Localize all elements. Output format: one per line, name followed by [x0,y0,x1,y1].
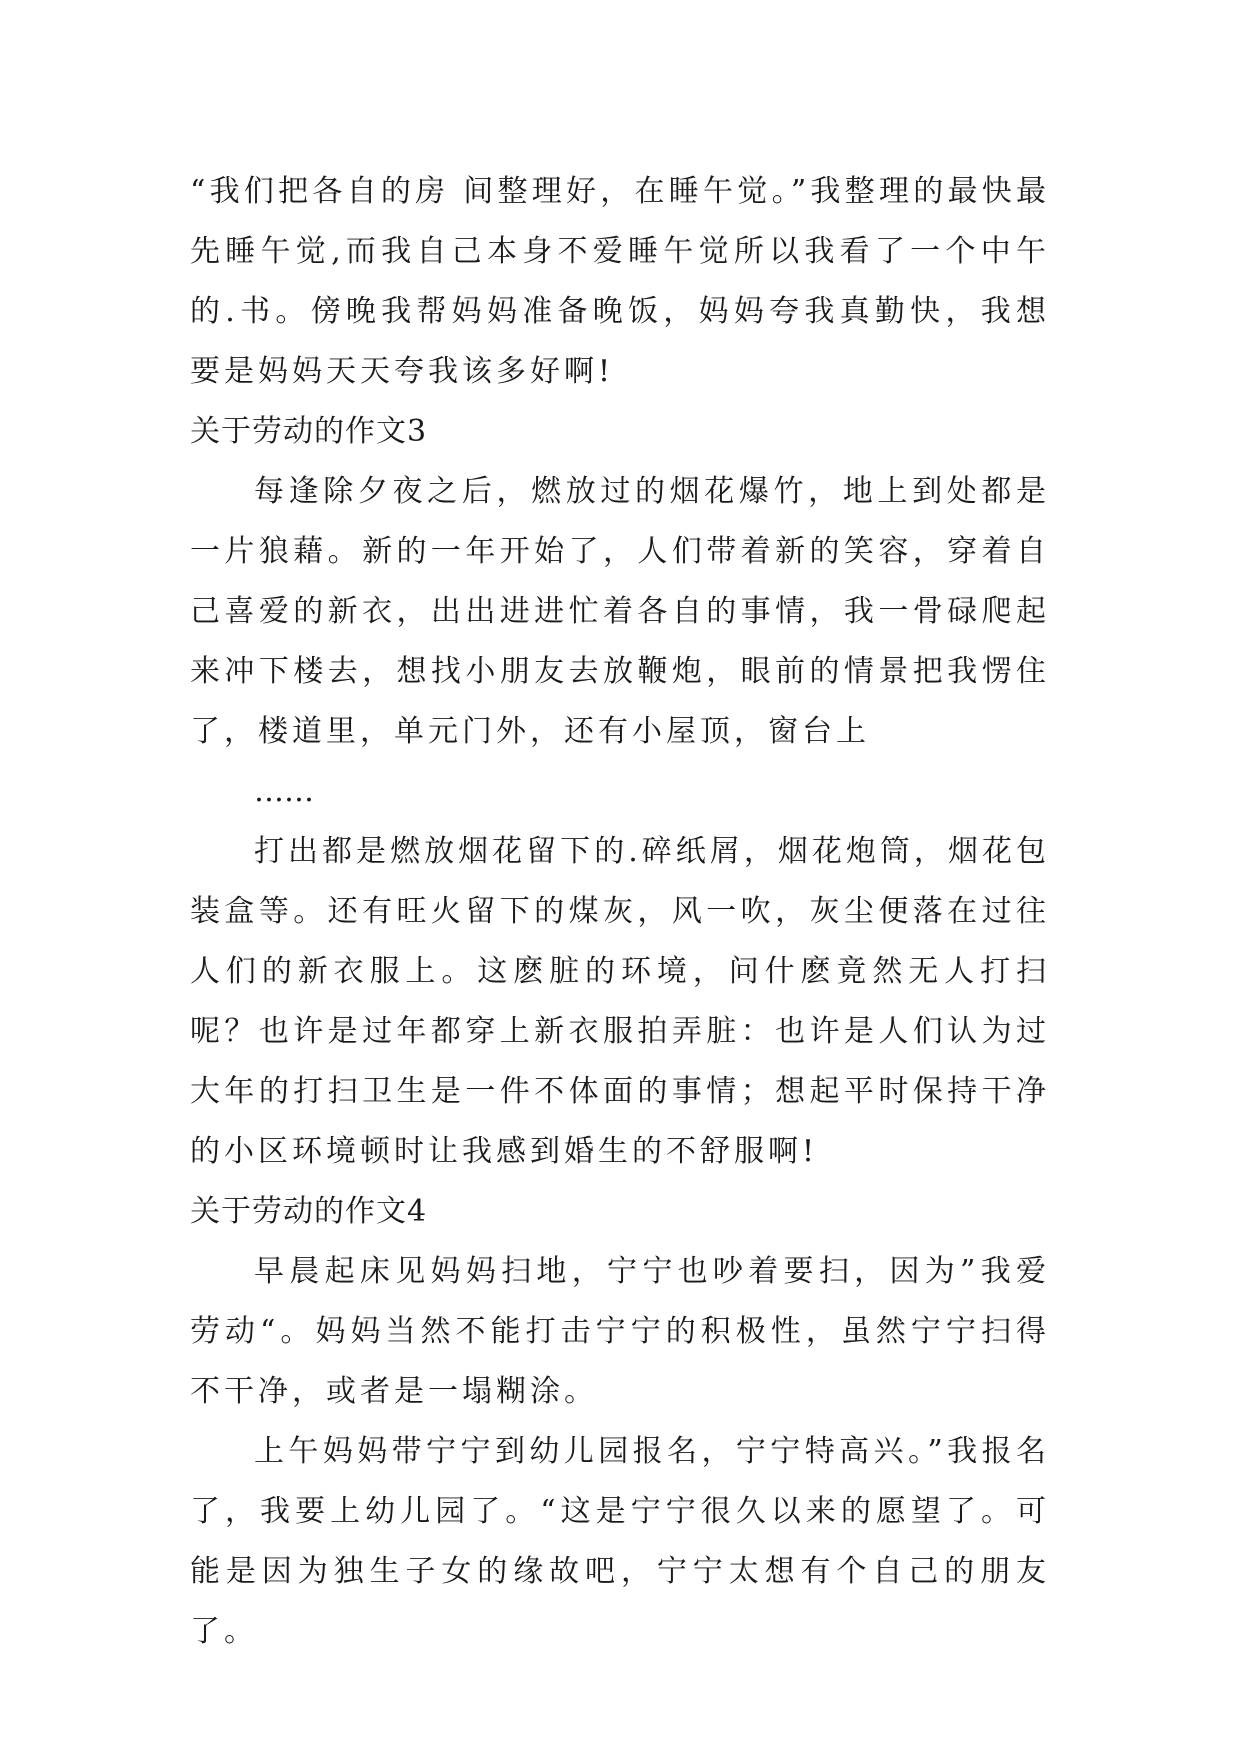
paragraph-2: 每逢除夕夜之后，燃放过的烟花爆竹，地上到处都是一片狼藉。新的一年开始了，人们带着新的笑容，穿着自己喜爱的新衣，出出进进忙着各自的事情，我一骨碌爬起来冲下楼去，想找小朋友去放鞭炮，眼前的情景把我愣住了，楼道里，单元门外，还有小屋顶，窗台上 [190,474,1050,749]
section-heading-3: 关于劳动的作文3 [190,414,428,449]
paragraph-5: 上午妈妈带宁宁到幼儿园报名，宁宁特高兴。”我报名了，我要上幼儿园了。“这是宁宁很久以来的愿望了。可能是因为独生子女的缘故吧，宁宁太想有个自己的朋友了。 [190,1434,1050,1649]
paragraph-1: “我们把各自的房 间整理好，在睡午觉。”我整理的最快最先睡午觉,而我自己本身不爱睡午觉所以我看了一个中午的.书。傍晚我帮妈妈准备晚饭，妈妈夸我真勤快，我想要是妈妈天天夸我该多好啊! [190,174,1050,389]
document-page [190,162,1050,1662]
paragraph-4: 早晨起床见妈妈扫地，宁宁也吵着要扫，因为”我爱劳动“。妈妈当然不能打击宁宁的积极性，虽然宁宁扫得不干净，或者是一塌糊涂。 [190,1254,1050,1409]
paragraph-3: 打出都是燃放烟花留下的.碎纸屑，烟花炮筒，烟花包装盒等。还有旺火留下的煤灰，风一吹，灰尘便落在过往人们的新衣服上。这麽脏的环境，问什麽竟然无人打扫呢？也许是过年都穿上新衣服拍弄脏：也许是人们认为过大年的打扫卫生是一件不体面的事情；想起平时保持干净的小区环境顿时让我感到婚生的不舒服啊! [190,834,1050,1169]
ellipsis-line: …… [254,774,314,809]
section-heading-4: 关于劳动的作文4 [190,1194,428,1229]
